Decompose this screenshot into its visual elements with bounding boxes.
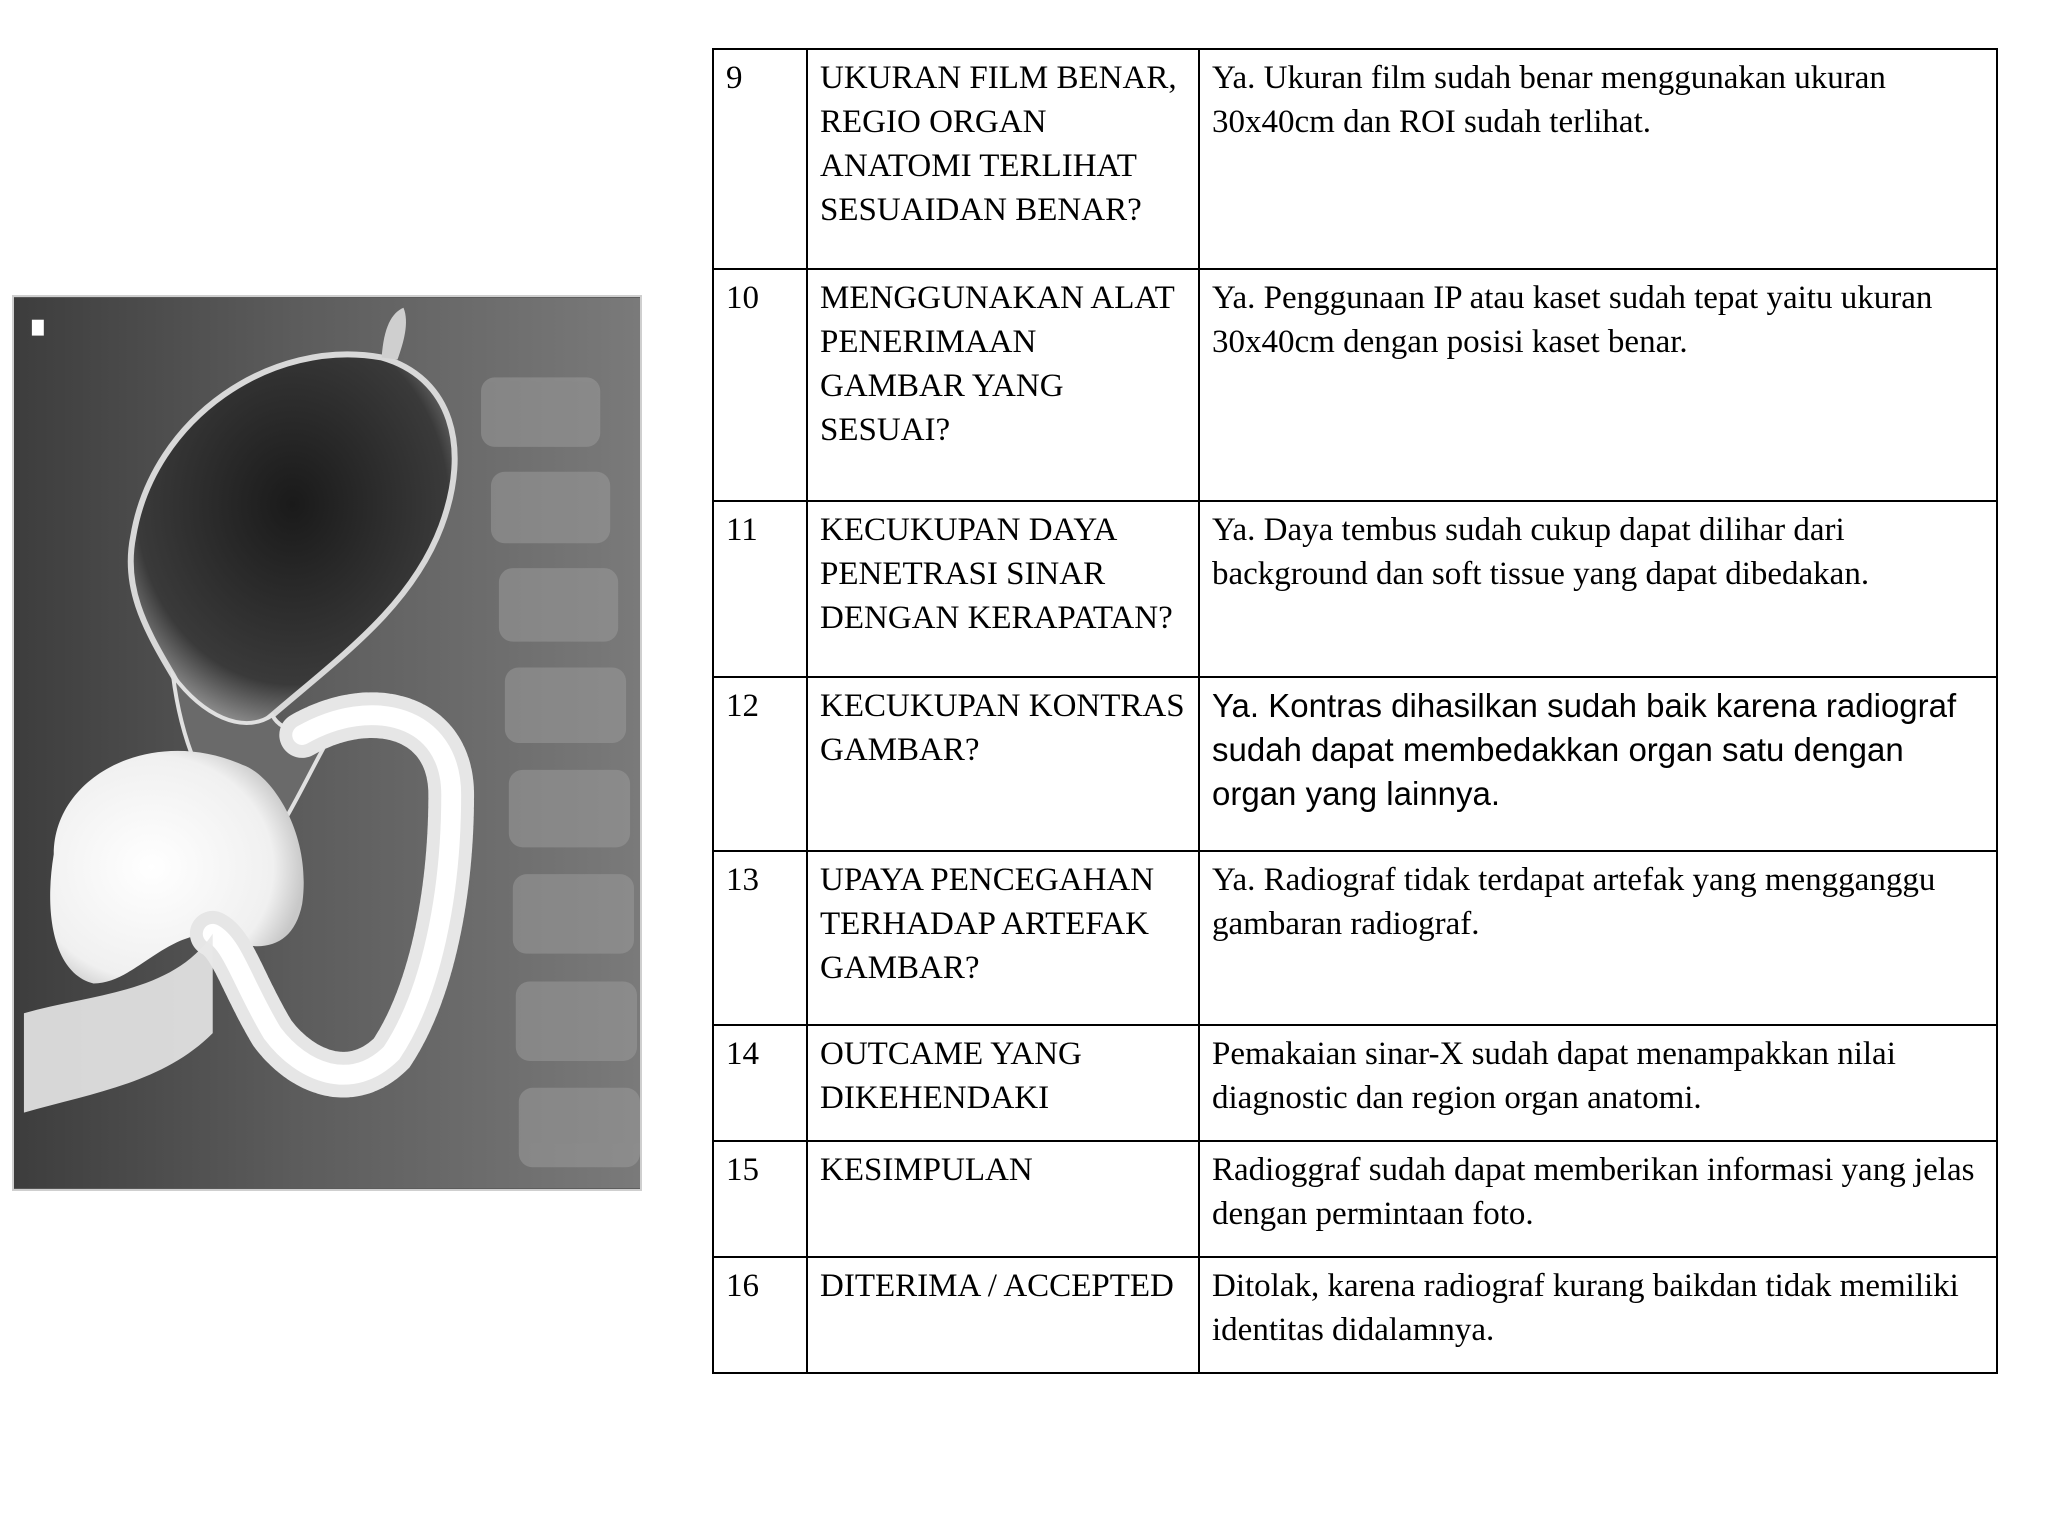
table-row xyxy=(713,1025,1997,1141)
criteria-text: KECUKUPAN KONTRAS GAMBAR? xyxy=(820,688,1185,768)
criteria-text: DITERIMA / ACCEPTED xyxy=(820,1268,1174,1304)
answer-text: Ya. Penggunaan IP atau kaset sudah tepat yaitu ukuran 30x40cm dengan posisi kaset benar. xyxy=(1212,280,1933,360)
xray-radiograph xyxy=(14,297,640,1189)
row-number: 14 xyxy=(713,1025,807,1141)
answer-text: Ya. Radiograf tidak terdapat artefak yang mengganggu gambaran radiograf. xyxy=(1212,862,1936,942)
row-number: 13 xyxy=(713,851,807,1025)
criteria-text: UKURAN FILM BENAR, REGIO ORGAN ANATOMI TERLIHAT SESUAIDAN BENAR? xyxy=(820,60,1177,228)
answer-text: Pemakaian sinar-X sudah dapat menampakkan nilai diagnostic dan region organ anatomi. xyxy=(1212,1036,1896,1116)
table-row xyxy=(713,851,1997,1025)
row-number: 12 xyxy=(713,677,807,851)
answer-text: Ya. Kontras dihasilkan sudah baik karena radiograf sudah dapat membedakkan organ satu dengan organ yang lainnya. xyxy=(1212,687,1957,812)
criteria-cell xyxy=(807,1257,1199,1373)
film-marker xyxy=(32,320,44,336)
criteria-cell xyxy=(807,677,1199,851)
table-row xyxy=(713,501,1997,677)
answer-text: Ya. Ukuran film sudah benar menggunakan ukuran 30x40cm dan ROI sudah terlihat. xyxy=(1212,60,1886,140)
criteria-text: OUTCAME YANG DIKEHENDAKI xyxy=(820,1036,1082,1116)
row-number: 16 xyxy=(713,1257,807,1373)
answer-cell xyxy=(1199,1025,1997,1141)
table-row xyxy=(713,1257,1997,1373)
row-number: 9 xyxy=(713,49,807,269)
xray-image xyxy=(12,295,642,1191)
criteria-text: UPAYA PENCEGAHAN TERHADAP ARTEFAK GAMBAR? xyxy=(820,862,1155,986)
answer-cell xyxy=(1199,677,1997,851)
table-row xyxy=(713,49,1997,269)
answer-text: Radioggraf sudah dapat memberikan informasi yang jelas dengan permintaan foto. xyxy=(1212,1152,1975,1232)
answer-cell xyxy=(1199,1257,1997,1373)
criteria-cell xyxy=(807,851,1199,1025)
answer-cell xyxy=(1199,501,1997,677)
row-number: 15 xyxy=(713,1141,807,1257)
table-row xyxy=(713,677,1997,851)
criteria-text: MENGGUNAKAN ALAT PENERIMAAN GAMBAR YANG SESUAI? xyxy=(820,280,1175,448)
criteria-text: KECUKUPAN DAYA PENETRASI SINAR DENGAN KERAPATAN? xyxy=(820,512,1173,636)
answer-text: Ditolak, karena radiograf kurang baikdan tidak memiliki identitas didalamnya. xyxy=(1212,1268,1959,1348)
row-number: 11 xyxy=(713,501,807,677)
criteria-cell xyxy=(807,1141,1199,1257)
criteria-cell xyxy=(807,1025,1199,1141)
answer-cell xyxy=(1199,851,1997,1025)
table-row xyxy=(713,269,1997,501)
answer-cell xyxy=(1199,1141,1997,1257)
row-number: 10 xyxy=(713,269,807,501)
criteria-cell xyxy=(807,269,1199,501)
answer-cell xyxy=(1199,269,1997,501)
criteria-text: KESIMPULAN xyxy=(820,1152,1033,1188)
evaluation-table xyxy=(712,48,1998,1374)
answer-text: Ya. Daya tembus sudah cukup dapat dilihar dari background dan soft tissue yang dapat dibedakan. xyxy=(1212,512,1870,592)
table-row xyxy=(713,1141,1997,1257)
answer-cell xyxy=(1199,49,1997,269)
criteria-cell xyxy=(807,501,1199,677)
criteria-cell xyxy=(807,49,1199,269)
